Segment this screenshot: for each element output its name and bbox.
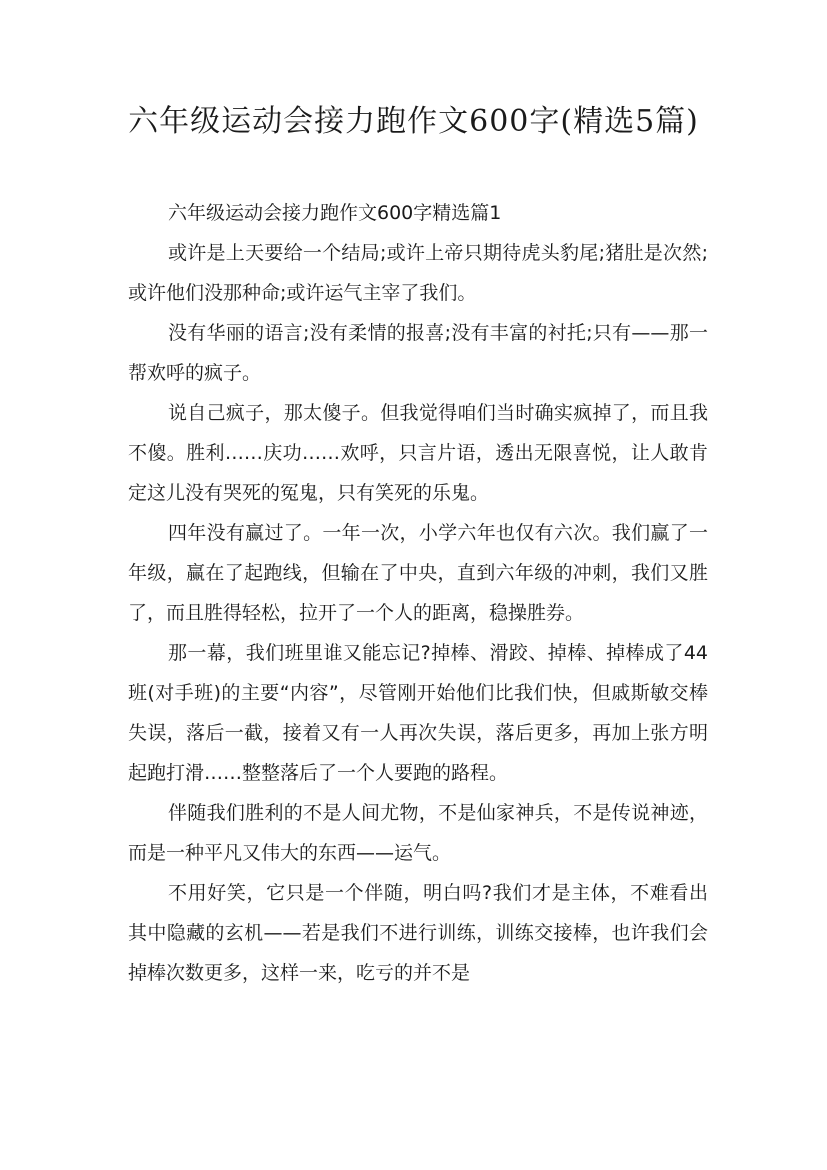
paragraph: 那一幕，我们班里谁又能忘记?掉棒、滑跤、掉棒、掉棒成了44班(对手班)的主要“内容”，尽管刚开始他们比我们快，但戚斯敏交棒失误，落后一截，接着又有一人再次失误，落后更多，再加上张方明起跑打滑……整整落后了一个人要跑的路程。 (128, 642, 708, 784)
document-title: 六年级运动会接力跑作文600字(精选5篇) (128, 104, 699, 139)
paragraph: 或许是上天要给一个结局;或许上帝只期待虎头豹尾;猪肚是次然;或许他们没那种命;或许运气主宰了我们。 (128, 242, 708, 304)
paragraph: 不用好笑，它只是一个伴随，明白吗?我们才是主体，不难看出其中隐藏的玄机——若是我们不进行训练，训练交接棒，也许我们会掉棒次数更多，这样一来，吃亏的并不是 (128, 882, 708, 984)
paragraph: 说自己疯子，那太傻子。但我觉得咱们当时确实疯掉了，而且我不傻。胜利……庆功……欢呼，只言片语，透出无限喜悦，让人敢肯定这儿没有哭死的冤鬼，只有笑死的乐鬼。 (128, 402, 708, 504)
section-heading: 六年级运动会接力跑作文600字精选篇1 (168, 202, 502, 224)
paragraph: 伴随我们胜利的不是人间尤物，不是仙家神兵，不是传说神迹，而是一种平凡又伟大的东西——运气。 (128, 802, 708, 864)
paragraph: 没有华丽的语言;没有柔情的报喜;没有丰富的衬托;只有——那一帮欢呼的疯子。 (128, 322, 708, 384)
document-body (128, 193, 708, 993)
paragraph: 四年没有赢过了。一年一次，小学六年也仅有六次。我们赢了一年级，赢在了起跑线，但输在了中央，直到六年级的冲刺，我们又胜了，而且胜得轻松，拉开了一个人的距离，稳操胜券。 (128, 522, 708, 624)
